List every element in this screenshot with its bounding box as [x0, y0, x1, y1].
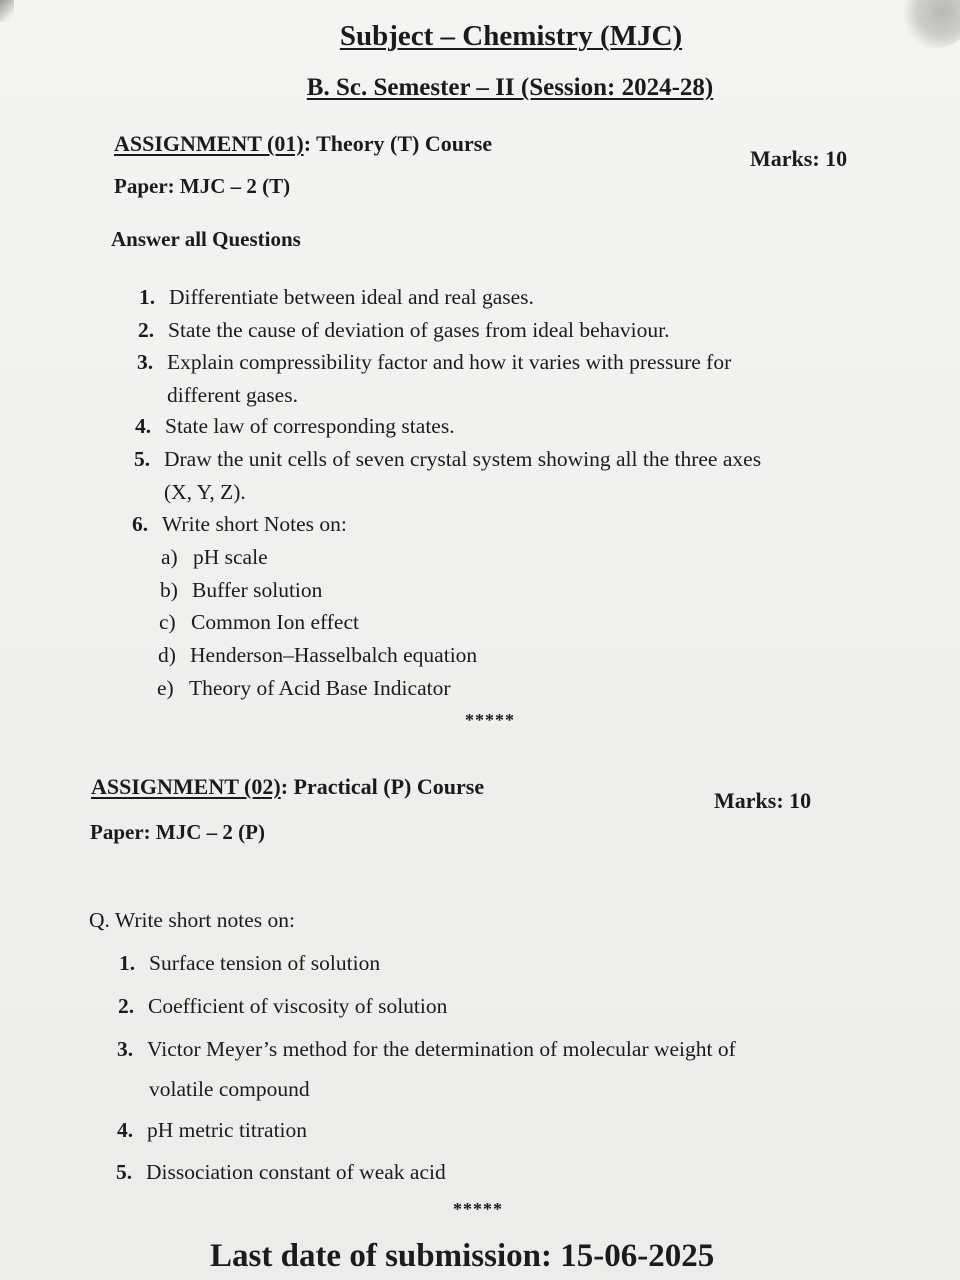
question-text: State law of corresponding states.	[165, 414, 455, 438]
question-number: 2.	[138, 318, 155, 342]
sub-item	[161, 545, 268, 570]
question-number: 6.	[132, 512, 149, 536]
scan-corner-mark	[0, 0, 14, 22]
question-text: Explain compressibility factor and how it varies with pressure for	[167, 350, 732, 374]
assignment-2-instruction: Q. Write short notes on:	[89, 908, 295, 932]
sub-item-text: Common Ion effect	[191, 610, 359, 634]
question-number: 3.	[117, 1037, 134, 1061]
assignment-2-marks: Marks: 10	[714, 788, 812, 813]
assignment-1-marks: Marks: 10	[750, 146, 848, 171]
sub-item-text: Buffer solution	[192, 578, 323, 602]
assignment-1-label: ASSIGNMENT (01)	[114, 131, 304, 156]
section-separator: *****	[465, 710, 515, 730]
last-date-of-submission: Last date of submission: 15-06-2025	[210, 1238, 715, 1274]
sub-item	[159, 610, 359, 635]
question-text: Victor Meyer’s method for the determination of molecular weight of	[147, 1037, 736, 1061]
sub-item-letter: b)	[160, 578, 178, 602]
question-text-continued: different gases.	[167, 383, 298, 407]
semester-title: B. Sc. Semester – II (Session: 2024-28)	[306, 74, 714, 101]
question-text: Write short Notes on:	[162, 512, 347, 536]
sub-item-letter: e)	[157, 676, 174, 700]
question-item	[117, 1118, 307, 1143]
assignment-2-label: ASSIGNMENT (02)	[91, 774, 281, 799]
sub-item	[160, 578, 322, 603]
question-number: 2.	[118, 994, 135, 1018]
assignment-1-instruction: Answer all Questions	[111, 227, 301, 251]
question-number: 5.	[116, 1160, 133, 1184]
question-item	[119, 951, 380, 976]
question-number: 3.	[137, 350, 154, 374]
question-number: 4.	[135, 414, 152, 438]
question-text: pH metric titration	[147, 1118, 308, 1142]
question-text-continued: volatile compound	[149, 1077, 310, 1101]
sub-item-text: Henderson–Hasselbalch equation	[190, 643, 478, 667]
question-text: State the cause of deviation of gases from ideal behaviour.	[168, 318, 670, 342]
question-number: 4.	[117, 1118, 134, 1142]
subject-title: Subject – Chemistry (MJC)	[339, 20, 683, 52]
question-item	[132, 512, 347, 537]
sub-item-text: Theory of Acid Base Indicator	[189, 676, 451, 700]
question-item	[118, 994, 447, 1019]
question-text: Surface tension of solution	[149, 951, 381, 975]
question-item	[117, 1037, 736, 1062]
assignment-2-course: : Practical (P) Course	[280, 774, 485, 799]
assignment-2-heading	[91, 774, 484, 800]
question-item	[116, 1160, 446, 1185]
question-text-continued: (X, Y, Z).	[164, 480, 246, 504]
sub-item-letter: a)	[161, 545, 178, 569]
question-item	[135, 414, 455, 439]
question-item	[138, 318, 670, 343]
assignment-1-paper: Paper: MJC – 2 (T)	[114, 174, 291, 198]
question-number: 1.	[139, 285, 156, 309]
sub-item-letter: c)	[159, 610, 176, 634]
assignment-2-paper: Paper: MJC – 2 (P)	[90, 820, 265, 844]
sub-item	[158, 643, 477, 668]
question-text: Dissociation constant of weak acid	[146, 1160, 446, 1184]
assignment-1-heading	[114, 131, 492, 157]
question-item	[139, 285, 534, 310]
question-item	[137, 350, 731, 375]
sub-item-text: pH scale	[193, 545, 268, 569]
question-text: Differentiate between ideal and real gases.	[169, 285, 534, 309]
sub-item	[157, 676, 451, 701]
question-number: 1.	[119, 951, 136, 975]
assignment-1-course: : Theory (T) Course	[303, 131, 493, 156]
question-item	[134, 447, 761, 472]
section-separator: *****	[453, 1199, 503, 1219]
question-text: Coefficient of viscosity of solution	[148, 994, 448, 1018]
question-text: Draw the unit cells of seven crystal system showing all the three axes	[164, 447, 762, 471]
sub-item-letter: d)	[158, 643, 176, 667]
question-number: 5.	[134, 447, 151, 471]
